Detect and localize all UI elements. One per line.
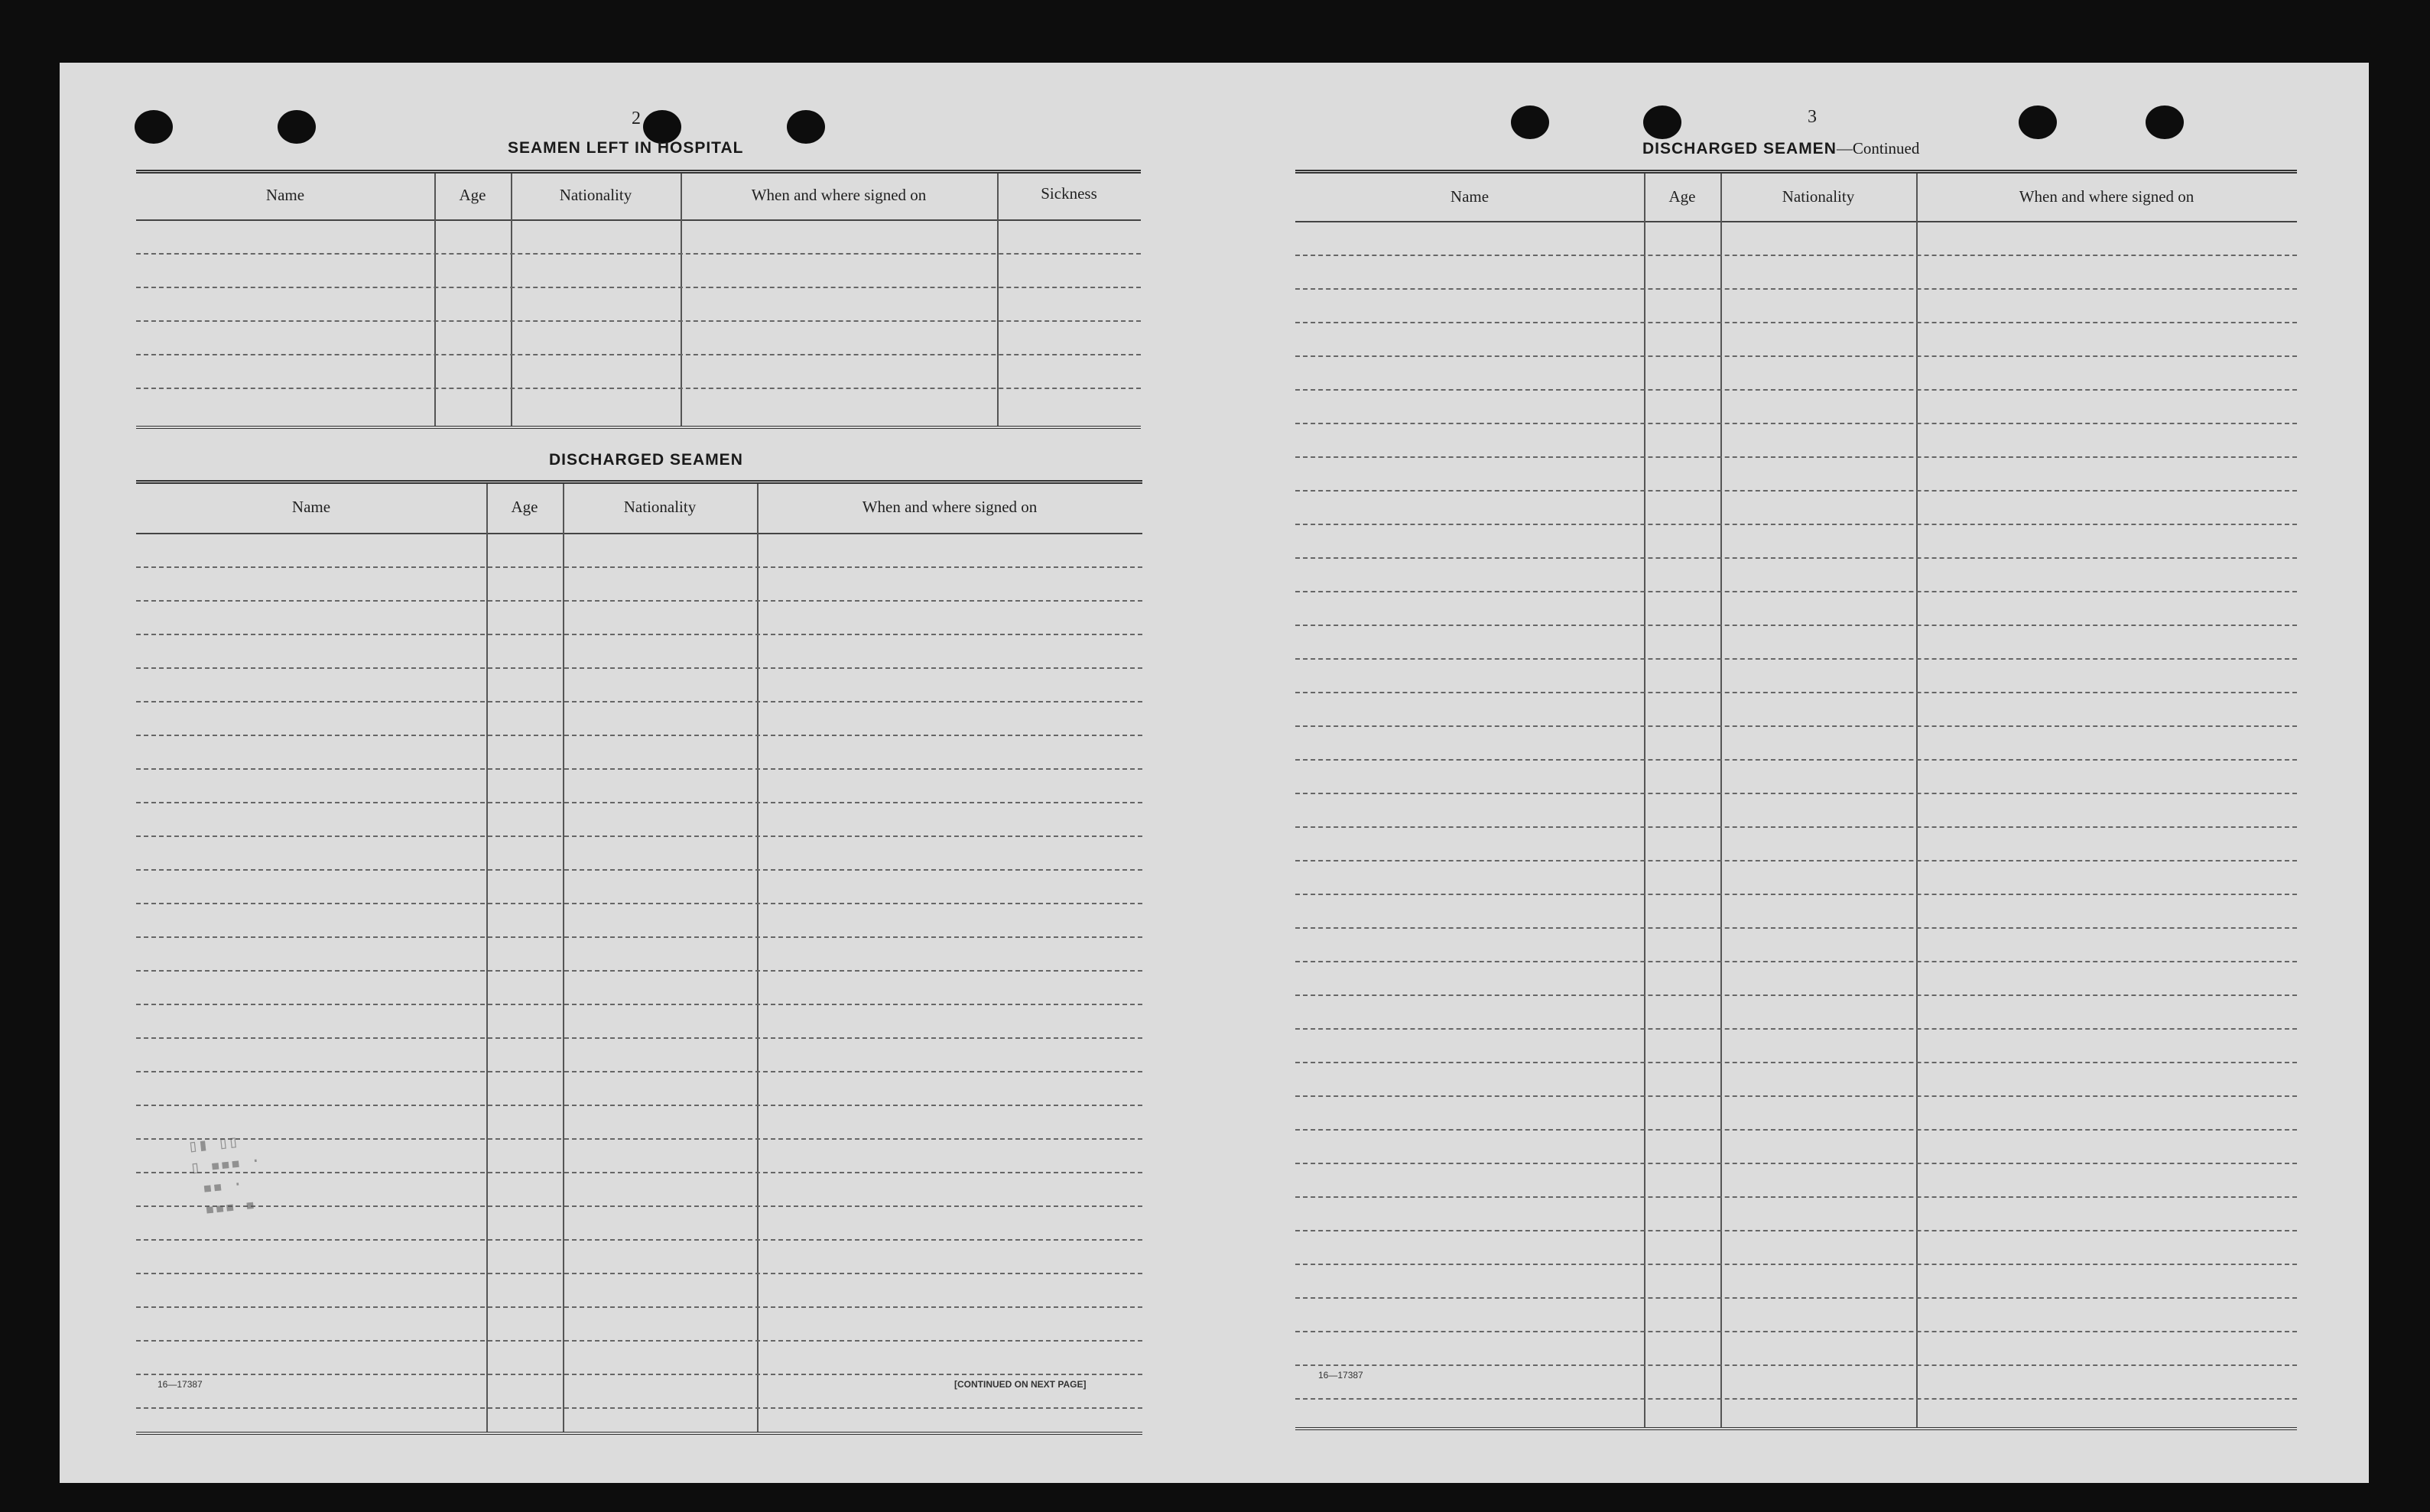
ledger-row-line	[1295, 793, 2297, 794]
ledger-row-line	[1295, 255, 2297, 256]
ledger-row-line	[1295, 355, 2297, 357]
ledger-row-line	[1295, 1331, 2297, 1332]
ledger-row-line	[136, 1138, 1142, 1140]
ledger-row-line	[1295, 759, 2297, 761]
col-header-nationality: Nationality	[559, 186, 632, 204]
ledger-row-line	[136, 287, 1141, 288]
column-divider	[1916, 174, 1918, 1427]
hospital-table	[136, 170, 1141, 435]
punch-hole	[2019, 105, 2057, 139]
ledger-row-line	[136, 735, 1142, 736]
ledger-row-line	[1295, 557, 2297, 559]
ledger-row-line	[1295, 591, 2297, 592]
punch-hole	[787, 110, 825, 144]
table-bottom-rule	[136, 1432, 1142, 1435]
discharged-table-header	[1295, 174, 2297, 222]
ledger-row-line	[1295, 658, 2297, 660]
ledger-row-line	[136, 802, 1142, 803]
ledger-row-line	[1295, 1196, 2297, 1198]
ledger-row-line	[136, 566, 1142, 568]
ledger-row-line	[1295, 389, 2297, 391]
column-divider	[1644, 174, 1645, 1427]
column-divider	[563, 484, 564, 1432]
ledger-row-line	[1295, 860, 2297, 861]
ledger-row-line	[136, 1172, 1142, 1173]
ledger-row-line	[1295, 490, 2297, 492]
ledger-row-line	[136, 388, 1141, 389]
faint-stamp-mark: ▯▮ ▯▯ ▯ ▪▪▪ · ▪▪ · ▪▪▪ ▪	[187, 1132, 262, 1221]
column-divider	[1720, 174, 1722, 1427]
discharged-title-main: DISCHARGED SEAMEN	[1642, 140, 1837, 157]
discharged-title-continued: —Continued	[1836, 139, 1920, 157]
paper-sheet	[60, 63, 2369, 1483]
hospital-table-header	[136, 174, 1141, 221]
ledger-row-line	[136, 600, 1142, 602]
form-number-left: 16—17387	[158, 1379, 203, 1390]
ledger-row-line	[136, 970, 1142, 972]
table-bottom-rule	[136, 426, 1141, 429]
ledger-row-line	[1295, 725, 2297, 727]
punch-hole	[1643, 105, 1681, 139]
ledger-row-line	[1295, 1062, 2297, 1063]
ledger-row-line	[136, 1239, 1142, 1241]
ledger-row-line	[1295, 1028, 2297, 1030]
ledger-row-line	[1295, 1364, 2297, 1366]
ledger-row-line	[136, 1205, 1142, 1207]
col-header-name: Name	[1450, 187, 1490, 206]
ledger-row-line	[136, 1374, 1142, 1375]
ledger-row-line	[136, 835, 1142, 837]
column-divider	[486, 484, 488, 1432]
hospital-section-title: SEAMEN LEFT IN HOSPITAL	[508, 139, 744, 157]
ledger-row-line	[136, 701, 1142, 702]
ledger-row-line	[1295, 288, 2297, 290]
punch-hole	[2146, 105, 2184, 139]
ledger-row-line	[136, 1407, 1142, 1409]
page-number-left: 2	[632, 109, 641, 128]
col-header-signed-on: When and where signed on	[2019, 187, 2194, 206]
table-bottom-rule	[1295, 1427, 2297, 1430]
ledger-row-line	[1295, 1398, 2297, 1400]
ledger-row-line	[1295, 1095, 2297, 1097]
ledger-row-line	[1295, 826, 2297, 828]
col-header-nationality: Nationality	[623, 498, 697, 516]
col-header-age: Age	[511, 498, 538, 516]
page-number-right: 3	[1808, 107, 1817, 127]
ledger-row-line	[1295, 1163, 2297, 1164]
discharged-table-left	[136, 480, 1142, 1438]
ledger-row-line	[136, 768, 1142, 770]
col-header-name: Name	[291, 498, 331, 516]
ledger-row-line	[136, 869, 1142, 871]
col-header-signed-on: When and where signed on	[751, 186, 927, 204]
ledger-row-line	[1295, 894, 2297, 895]
punch-hole	[135, 110, 173, 144]
ledger-row-line	[136, 667, 1142, 669]
punch-hole	[278, 110, 316, 144]
continued-note: [CONTINUED ON NEXT PAGE]	[954, 1379, 1087, 1390]
column-divider	[757, 484, 759, 1432]
ledger-row-line	[1295, 961, 2297, 962]
ledger-row-line	[136, 903, 1142, 904]
col-header-nationality: Nationality	[1782, 187, 1855, 206]
ledger-row-line	[1295, 524, 2297, 525]
ledger-row-line	[136, 1071, 1142, 1072]
ledger-row-line	[136, 1306, 1142, 1308]
form-number-right: 16—17387	[1318, 1370, 1363, 1381]
ledger-row-line	[136, 253, 1141, 255]
ledger-row-line	[136, 1340, 1142, 1342]
ledger-row-line	[136, 936, 1142, 938]
col-header-age: Age	[459, 186, 486, 204]
col-header-name: Name	[265, 186, 305, 204]
ledger-row-line	[136, 634, 1142, 635]
ledger-row-line	[1295, 994, 2297, 996]
ledger-row-line	[136, 1037, 1142, 1039]
ledger-row-line	[136, 1004, 1142, 1005]
ledger-row-line	[136, 1273, 1142, 1274]
col-header-sickness: Sickness	[1041, 184, 1097, 203]
col-header-signed-on: When and where signed on	[862, 498, 1038, 516]
ledger-row-line	[136, 320, 1141, 322]
ledger-row-line	[1295, 322, 2297, 323]
ledger-row-line	[1295, 1297, 2297, 1299]
discharged-table-header	[136, 484, 1142, 534]
discharged-table-right	[1295, 170, 2297, 1435]
ledger-row-line	[1295, 692, 2297, 693]
discharged-continued-title	[1642, 139, 1919, 158]
col-header-age: Age	[1668, 187, 1696, 206]
ledger-row-line	[1295, 423, 2297, 424]
ledger-row-line	[136, 354, 1141, 355]
ledger-row-line	[136, 1105, 1142, 1106]
ledger-row-line	[1295, 456, 2297, 458]
ledger-row-line	[1295, 625, 2297, 626]
ledger-row-line	[1295, 1264, 2297, 1265]
ledger-row-line	[1295, 927, 2297, 929]
discharged-section-title: DISCHARGED SEAMEN	[549, 451, 743, 469]
ledger-row-line	[1295, 1230, 2297, 1231]
punch-hole	[1511, 105, 1549, 139]
ledger-row-line	[1295, 1129, 2297, 1131]
